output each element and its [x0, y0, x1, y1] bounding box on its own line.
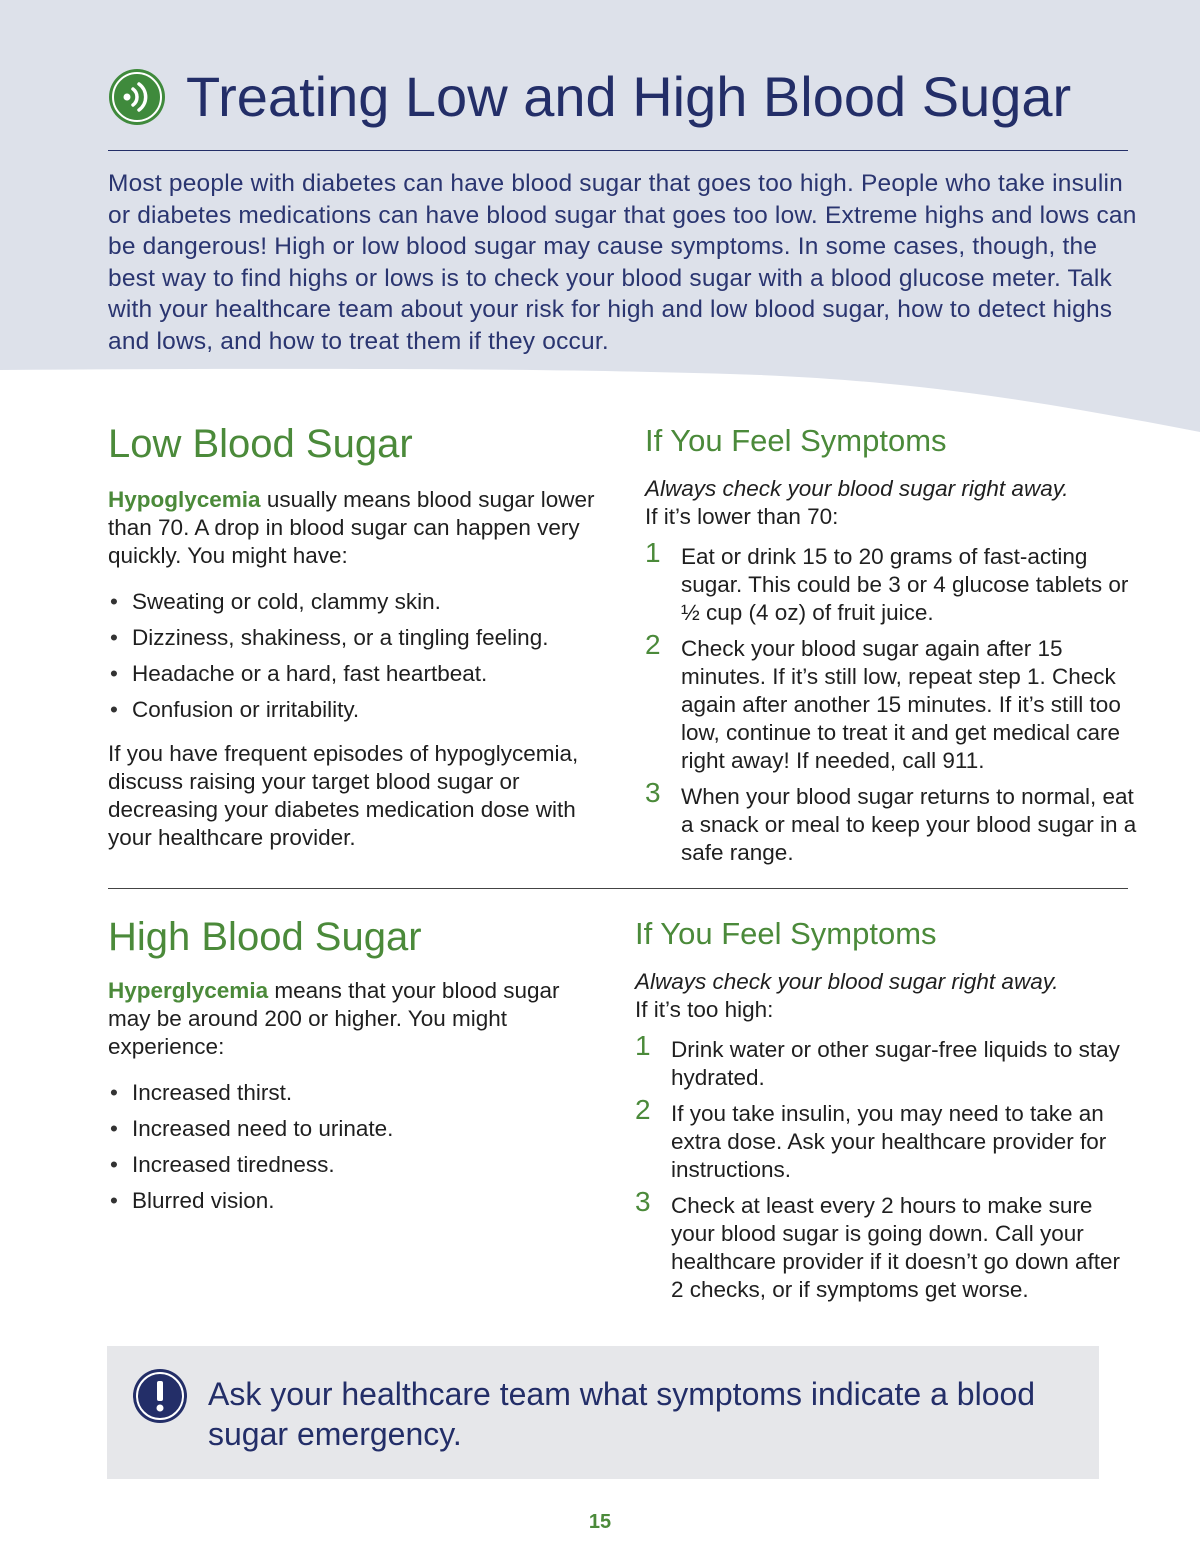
- page-number: 15: [588, 1511, 612, 1533]
- low-symptom-list: [108, 588, 608, 724]
- low-instruction: Always check your blood sugar right away.: [645, 476, 1069, 501]
- low-actions-section: [645, 421, 1145, 875]
- bullet-icon: •: [110, 1116, 118, 1141]
- high-blood-sugar-section: [108, 913, 568, 1223]
- high-condition: If it’s too high:: [635, 997, 774, 1022]
- bullet-icon: •: [110, 1080, 118, 1105]
- list-item: 2 If you take insulin, you may need to take an extra dose. Ask your healthcare provider for instructions.: [635, 1094, 1107, 1182]
- audio-signal-icon: [108, 68, 166, 126]
- hypoglycemia-term: Hypoglycemia: [108, 487, 261, 512]
- bullet-icon: •: [110, 1188, 118, 1213]
- low-blood-sugar-section: [108, 420, 608, 852]
- list-item: • Confusion or irritability.: [110, 697, 360, 722]
- callout-text: Ask your healthcare team what symptoms indicate a blood sugar emergency.: [208, 1376, 1036, 1452]
- list-item: • Dizziness, shakiness, or a tingling feeling.: [110, 625, 549, 650]
- hyperglycemia-term: Hyperglycemia: [108, 978, 269, 1003]
- list-item: • Increased thirst.: [110, 1080, 293, 1105]
- bullet-icon: •: [110, 625, 118, 650]
- high-actions-title: If You Feel Symptoms: [635, 916, 937, 951]
- page-title: Treating Low and High Blood Sugar: [186, 65, 1072, 128]
- low-section-title: Low Blood Sugar: [108, 422, 413, 466]
- low-intro-text: usually means blood sugar lower than 70. A drop in blood sugar can happen very quickly. You might have:: [108, 487, 595, 568]
- section-divider: [108, 888, 1128, 889]
- emergency-callout: [107, 1346, 1099, 1479]
- intro-paragraph: Most people with diabetes can have blood sugar that goes too high. People who take insulin or diabetes medications can have blood sugar that goes too low. Extreme highs and lows can be dangerous! High or low blood sugar may cause symptoms. In some cases, though, the best way to find highs or lows is to check your blood sugar with a blood glucose meter. Talk with your healthcare team about your risk for high and low blood sugar, how to detect highs and lows, and how to treat them if they occur.: [108, 170, 1137, 355]
- low-note: If you have frequent episodes of hypoglycemia, discuss raising your target blood sugar or decreasing your diabetes medication dose with your healthcare provider.: [108, 741, 579, 850]
- list-item: • Increased tiredness.: [110, 1152, 335, 1177]
- bullet-icon: •: [110, 661, 118, 686]
- list-item: • Headache or a hard, fast heartbeat.: [110, 661, 488, 686]
- high-intro-text: means that your blood sugar may be around 200 or higher. You might experience:: [108, 978, 560, 1059]
- list-item: 1 Drink water or other sugar-free liquids to stay hydrated.: [635, 1030, 1120, 1090]
- high-symptom-list: [108, 1079, 568, 1215]
- high-steps-list: [635, 1030, 1135, 1304]
- high-intro: [108, 977, 568, 1061]
- exclamation-icon: [132, 1368, 188, 1424]
- high-instruction: Always check your blood sugar right away.: [635, 969, 1059, 994]
- low-actions-title: If You Feel Symptoms: [645, 423, 947, 458]
- list-item: 3 Check at least every 2 hours to make sure your blood sugar is going down. Call your healthcare provider if it doesn’t go down after 2 checks, or if symptoms get worse.: [635, 1186, 1121, 1302]
- list-item: 1 Eat or drink 15 to 20 grams of fast-acting sugar. This could be 3 or 4 glucose tablets or ½ cup (4 oz) of fruit juice.: [645, 537, 1129, 625]
- list-item: • Blurred vision.: [110, 1188, 275, 1213]
- low-intro: [108, 486, 608, 570]
- title-divider: [108, 150, 1128, 151]
- high-section-title: High Blood Sugar: [108, 915, 422, 959]
- list-item: • Increased need to urinate.: [110, 1116, 394, 1141]
- bullet-icon: •: [110, 1152, 118, 1177]
- high-actions-section: [635, 914, 1135, 1312]
- bullet-icon: •: [110, 589, 118, 614]
- list-item: • Sweating or cold, clammy skin.: [110, 589, 441, 614]
- list-item: 2 Check your blood sugar again after 15 minutes. If it’s still low, repeat step 1. Check again after another 15 minutes. If it’s still too low, continue to treat it and get medical care right away! If needed, call 911.: [645, 629, 1121, 773]
- low-condition: If it’s lower than 70:: [645, 504, 839, 529]
- page-header: [108, 62, 1071, 132]
- bullet-icon: •: [110, 697, 118, 722]
- low-steps-list: [645, 537, 1145, 867]
- list-item: 3 When your blood sugar returns to normal, eat a snack or meal to keep your blood sugar in a safe range.: [645, 777, 1137, 865]
